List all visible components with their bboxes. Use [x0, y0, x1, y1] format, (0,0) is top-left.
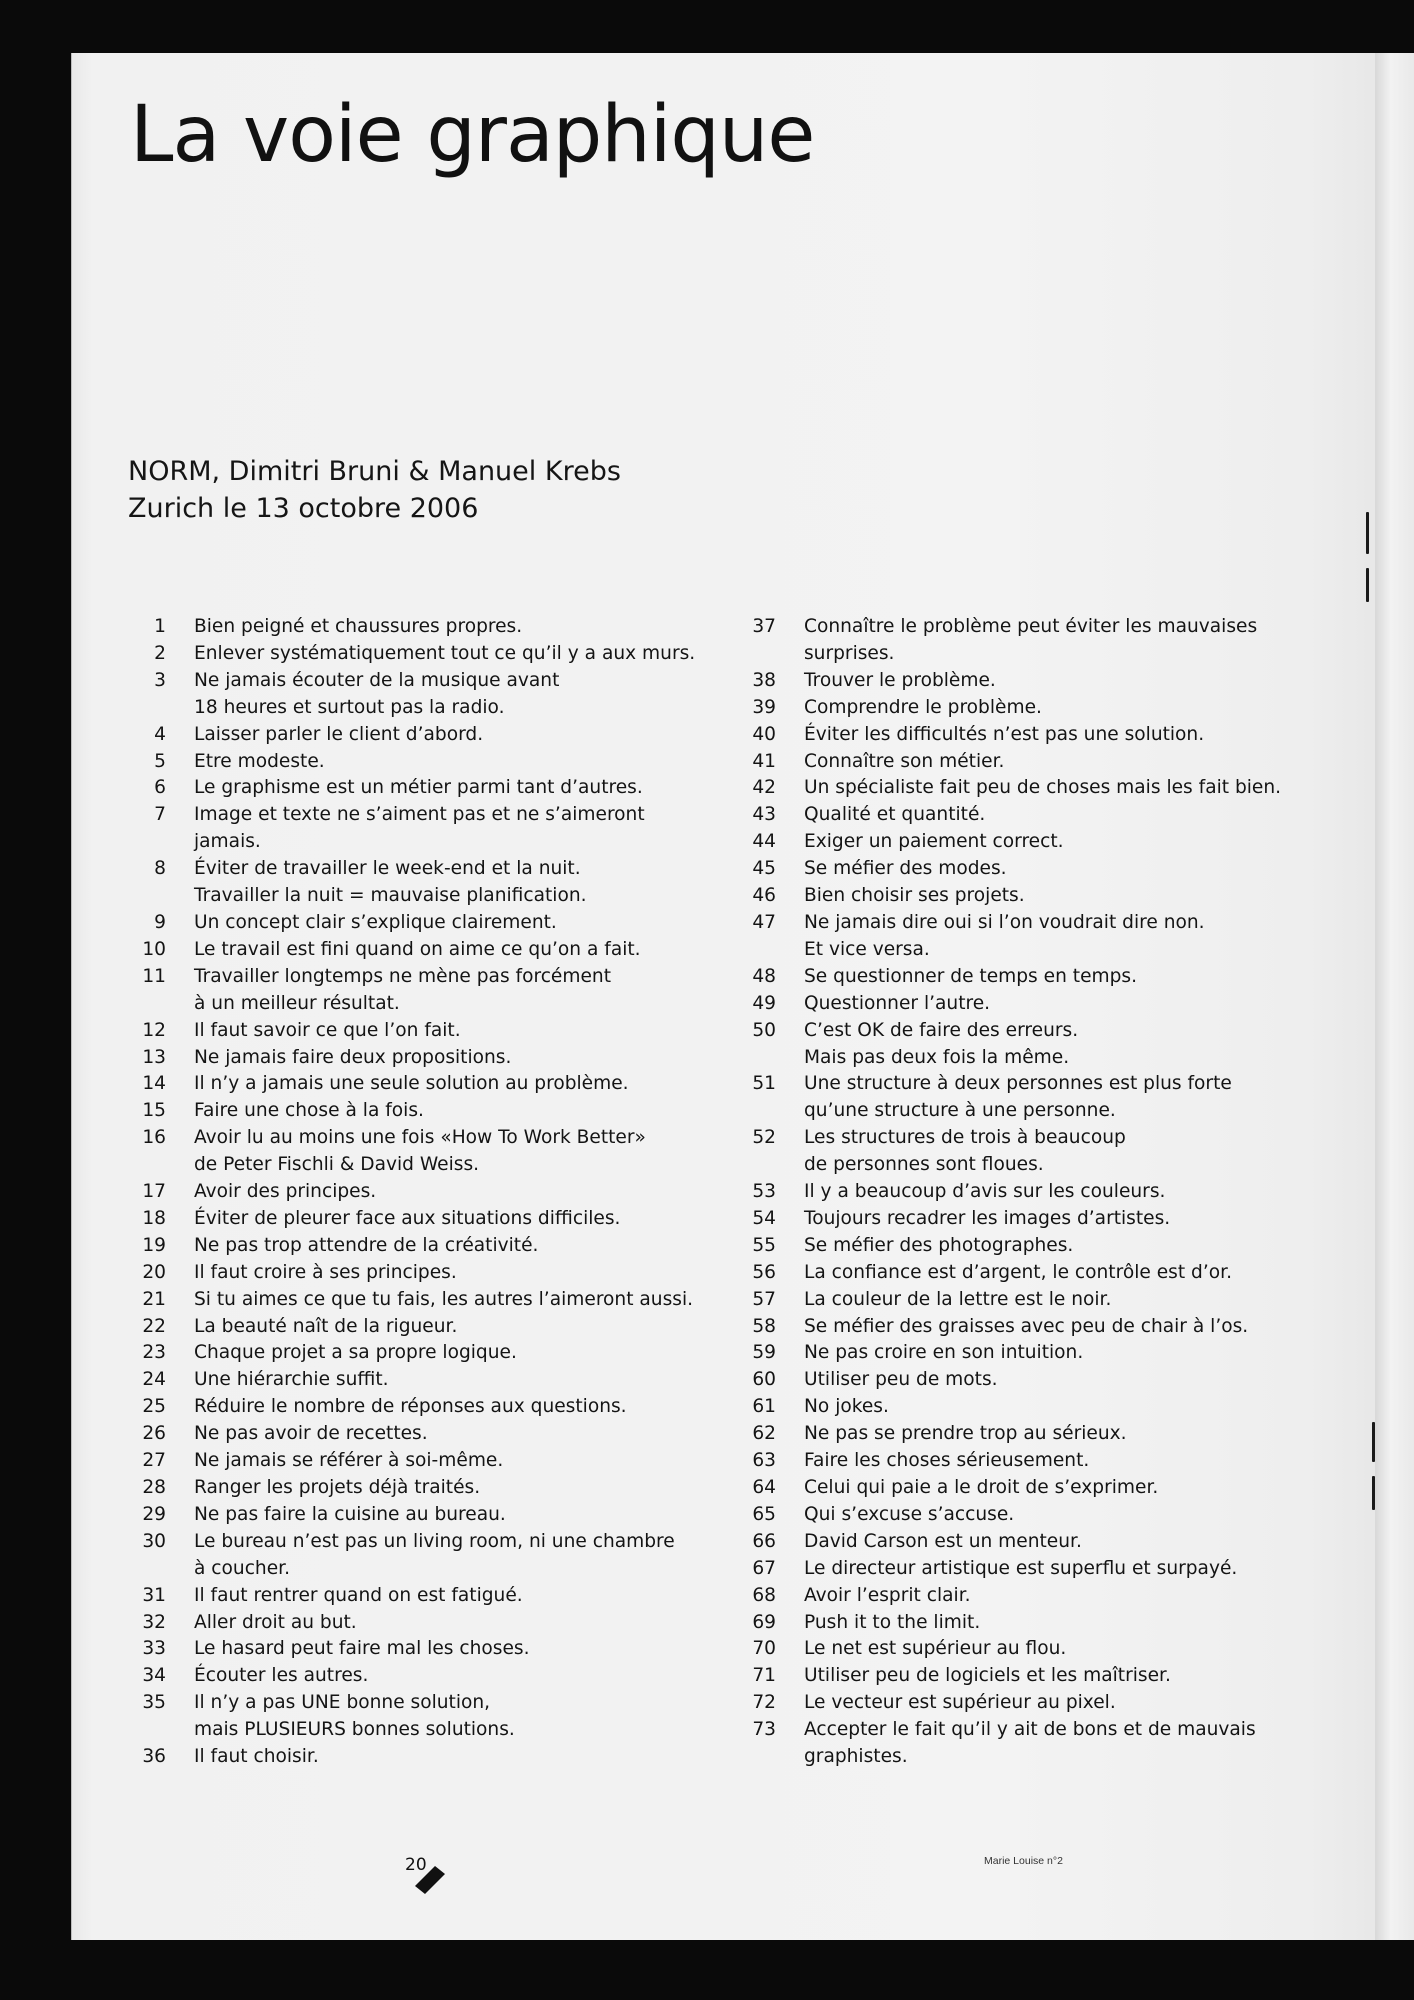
rule-text: La beauté naît de la rigueur.: [194, 1315, 458, 1337]
rule-number: 55: [752, 1234, 776, 1256]
rule-item: [728, 1421, 1368, 1448]
rule-item: [728, 1663, 1368, 1690]
rule-number: 15: [142, 1100, 166, 1122]
rule-number: 40: [752, 723, 776, 745]
rule-item: [120, 668, 720, 722]
rule-item: [120, 1744, 720, 1771]
rule-number: 31: [142, 1584, 166, 1606]
rule-item: [120, 1583, 720, 1610]
rule-item: [728, 1556, 1368, 1583]
rule-number: 34: [142, 1665, 166, 1687]
rule-text: Faire une chose à la fois.: [194, 1100, 424, 1122]
rule-number: 70: [752, 1638, 776, 1660]
rule-number: 1: [154, 616, 166, 637]
rule-number: 54: [752, 1207, 776, 1229]
rule-text: Ne jamais écouter de la musique avant 18 heures et surtout pas la radio.: [194, 669, 560, 718]
rule-item: [728, 1206, 1368, 1233]
rule-text: Il faut savoir ce que l’on fait.: [194, 1019, 461, 1041]
rule-number: 59: [752, 1342, 776, 1364]
rule-item: [120, 1421, 720, 1448]
rule-text: Push it to the limit.: [804, 1611, 981, 1633]
rule-text: Une hiérarchie suffit.: [194, 1369, 389, 1391]
rule-item: [120, 1125, 720, 1179]
rule-text: Il faut croire à ses principes.: [194, 1261, 457, 1283]
rule-item: [728, 829, 1368, 856]
rule-text: La confiance est d’argent, le contrôle est d’or.: [804, 1261, 1232, 1283]
rule-text: Éviter de travailler le week-end et la nuit. Travailler la nuit = mauvaise planification.: [194, 858, 587, 907]
rule-number: 9: [154, 911, 166, 933]
rule-text: Bien peigné et chaussures propres.: [194, 616, 523, 637]
rule-number: 8: [154, 858, 166, 880]
rule-item: [728, 1690, 1368, 1717]
rule-text: Si tu aimes ce que tu fais, les autres l’aimeront aussi.: [194, 1288, 694, 1310]
rule-text: Ranger les projets déjà traités.: [194, 1477, 481, 1498]
rule-item: [728, 614, 1368, 668]
rule-item: [728, 1367, 1368, 1394]
rule-item: [728, 749, 1368, 776]
rule-item: [728, 1018, 1368, 1072]
rule-text: Le graphisme est un métier parmi tant d’autres.: [194, 777, 643, 799]
rule-number: 24: [142, 1369, 166, 1391]
rule-text: Le net est supérieur au flou.: [804, 1638, 1067, 1660]
subtitle-authors: NORM, Dimitri Bruni & Manuel Krebs: [128, 456, 621, 487]
rule-number: 13: [142, 1046, 166, 1068]
rule-item: [120, 1260, 720, 1287]
rule-item: [120, 1206, 720, 1233]
rule-item: [120, 910, 720, 937]
rule-number: 72: [752, 1692, 776, 1714]
rule-item: [120, 1690, 720, 1744]
rule-text: Connaître le problème peut éviter les mauvaises surprises.: [804, 616, 1258, 664]
rule-number: 73: [752, 1719, 776, 1741]
rule-item: [728, 1071, 1368, 1125]
rule-text: Qui s’excuse s’accuse.: [804, 1503, 1015, 1525]
staple-bottom-1: [1372, 1422, 1375, 1462]
rule-item: [120, 1448, 720, 1475]
rule-number: 5: [154, 750, 166, 772]
rule-text: Il y a beaucoup d’avis sur les couleurs.: [804, 1181, 1166, 1203]
rule-text: Qualité et quantité.: [804, 804, 986, 826]
rule-item: [120, 1314, 720, 1341]
rule-number: 25: [142, 1396, 166, 1418]
rule-text: Éviter les difficultés n’est pas une solution.: [804, 723, 1205, 745]
rule-item: [120, 614, 720, 641]
rule-item: [728, 1260, 1368, 1287]
rule-item: [120, 1394, 720, 1421]
rule-item: [120, 749, 720, 776]
rule-item: [120, 1233, 720, 1260]
rules-column-right: [728, 614, 1368, 1771]
rule-text: No jokes.: [804, 1396, 889, 1418]
rule-text: Toujours recadrer les images d’artistes.: [804, 1207, 1171, 1229]
rule-item: [728, 695, 1368, 722]
rule-item: [728, 910, 1368, 964]
staple-bottom-2: [1372, 1476, 1375, 1510]
rule-number: 35: [142, 1692, 166, 1714]
rule-text: Le directeur artistique est superflu et surpayé.: [804, 1557, 1238, 1579]
rule-item: [728, 991, 1368, 1018]
rule-number: 19: [142, 1234, 166, 1256]
rule-number: 39: [752, 696, 776, 718]
rule-text: Exiger un paiement correct.: [804, 831, 1064, 853]
page-spine: [1375, 53, 1414, 1940]
rule-item: [120, 1018, 720, 1045]
rule-text: Un concept clair s’explique clairement.: [194, 911, 557, 933]
rule-number: 50: [752, 1019, 776, 1041]
rule-number: 17: [142, 1181, 166, 1203]
rule-number: 68: [752, 1584, 776, 1606]
rule-number: 2: [154, 642, 166, 664]
rule-number: 67: [752, 1557, 776, 1579]
rule-text: Aller droit au but.: [194, 1611, 357, 1633]
rule-item: [120, 1636, 720, 1663]
rule-text: Il n’y a pas UNE bonne solution, mais PLUSIEURS bonnes solutions.: [194, 1692, 515, 1741]
rule-item: [728, 1529, 1368, 1556]
rule-number: 7: [154, 804, 166, 826]
rule-number: 71: [752, 1665, 776, 1687]
rule-item: [120, 1045, 720, 1072]
rule-number: 27: [142, 1450, 166, 1472]
rule-text: Chaque projet a sa propre logique.: [194, 1342, 517, 1364]
rule-number: 60: [752, 1369, 776, 1391]
rule-number: 32: [142, 1611, 166, 1633]
rule-text: Il n’y a jamais une seule solution au problème.: [194, 1073, 629, 1095]
rule-text: Se méfier des photographes.: [804, 1234, 1074, 1256]
rule-number: 42: [752, 777, 776, 799]
rule-item: [728, 1448, 1368, 1475]
rule-number: 48: [752, 965, 776, 987]
rule-item: [120, 641, 720, 668]
rule-text: La couleur de la lettre est le noir.: [804, 1288, 1112, 1310]
rule-text: Accepter le fait qu’il y ait de bons et de mauvais graphistes.: [804, 1719, 1256, 1768]
rule-number: 12: [142, 1019, 166, 1041]
rule-text: Questionner l’autre.: [804, 992, 991, 1014]
rule-item: [728, 1125, 1368, 1179]
rule-number: 14: [142, 1073, 166, 1095]
rule-number: 18: [142, 1207, 166, 1229]
rule-number: 38: [752, 669, 776, 691]
rule-number: 43: [752, 804, 776, 826]
rule-number: 65: [752, 1503, 776, 1525]
rule-item: [728, 668, 1368, 695]
rule-text: Travailler longtemps ne mène pas forcément à un meilleur résultat.: [194, 965, 611, 1014]
rule-item: [728, 802, 1368, 829]
rule-number: 66: [752, 1530, 776, 1552]
rule-item: [728, 1610, 1368, 1637]
rule-number: 53: [752, 1181, 776, 1203]
rule-number: 33: [142, 1638, 166, 1660]
rule-item: [728, 722, 1368, 749]
rule-item: [728, 1502, 1368, 1529]
rule-number: 62: [752, 1423, 776, 1445]
rule-number: 22: [142, 1315, 166, 1337]
issue-label: Marie Louise n°2: [984, 1855, 1063, 1867]
rule-text: Les structures de trois à beaucoup de personnes sont floues.: [804, 1127, 1126, 1176]
rule-item: [120, 1340, 720, 1367]
rule-text: Utiliser peu de mots.: [804, 1369, 998, 1391]
page-number: 20: [405, 1855, 427, 1875]
rule-text: Une structure à deux personnes est plus forte qu’une structure à une personne.: [804, 1073, 1232, 1122]
rule-item: [120, 1663, 720, 1690]
rule-item: [120, 1475, 720, 1502]
rule-text: Utiliser peu de logiciels et les maîtriser.: [804, 1665, 1171, 1687]
rule-item: [728, 1314, 1368, 1341]
rule-number: 49: [752, 992, 776, 1014]
rule-number: 64: [752, 1477, 776, 1498]
rule-text: Il faut choisir.: [194, 1746, 319, 1768]
rule-text: Faire les choses sérieusement.: [804, 1450, 1090, 1472]
rule-number: 3: [154, 669, 166, 691]
rule-number: 10: [142, 938, 166, 960]
rule-item: [728, 1287, 1368, 1314]
rule-number: 57: [752, 1288, 776, 1310]
rule-item: [120, 964, 720, 1018]
rule-item: [120, 722, 720, 749]
rule-text: Se méfier des modes.: [804, 858, 1007, 880]
rule-text: Le travail est fini quand on aime ce qu’on a fait.: [194, 938, 641, 960]
rule-number: 29: [142, 1503, 166, 1525]
rule-number: 23: [142, 1342, 166, 1364]
rule-text: Comprendre le problème.: [804, 696, 1042, 718]
rule-item: [120, 1529, 720, 1583]
rule-number: 20: [142, 1261, 166, 1283]
rule-item: [728, 775, 1368, 802]
rule-item: [120, 802, 720, 856]
rule-item: [728, 1636, 1368, 1663]
rule-item: [120, 856, 720, 910]
rule-number: 52: [752, 1127, 776, 1149]
rule-number: 26: [142, 1423, 166, 1445]
rule-number: 21: [142, 1288, 166, 1310]
rule-text: Celui qui paie a le droit de s’exprimer.: [804, 1477, 1159, 1498]
staple-top-2: [1366, 568, 1369, 602]
rule-text: David Carson est un menteur.: [804, 1530, 1082, 1552]
rule-number: 37: [752, 616, 776, 637]
rule-item: [120, 1071, 720, 1098]
rule-number: 6: [154, 777, 166, 799]
rule-number: 63: [752, 1450, 776, 1472]
rule-item: [728, 1233, 1368, 1260]
rule-text: Éviter de pleurer face aux situations difficiles.: [194, 1207, 621, 1229]
rule-number: 4: [154, 723, 166, 745]
staple-top-1: [1366, 512, 1369, 554]
rule-text: Réduire le nombre de réponses aux questions.: [194, 1396, 627, 1418]
rule-text: Avoir lu au moins une fois «How To Work Better» de Peter Fischli & David Weiss.: [194, 1127, 646, 1176]
rule-text: Laisser parler le client d’abord.: [194, 723, 484, 745]
rule-text: Image et texte ne s’aiment pas et ne s’aimeront jamais.: [194, 804, 645, 853]
rule-number: 58: [752, 1315, 776, 1337]
rule-text: Bien choisir ses projets.: [804, 885, 1025, 907]
rule-number: 30: [142, 1530, 166, 1552]
rule-number: 45: [752, 858, 776, 880]
rule-number: 41: [752, 750, 776, 772]
rule-text: Ne jamais dire oui si l’on voudrait dire non. Et vice versa.: [804, 911, 1205, 960]
rule-item: [728, 1583, 1368, 1610]
rule-item: [728, 964, 1368, 991]
rule-text: Etre modeste.: [194, 750, 325, 772]
rule-item: [728, 1717, 1368, 1771]
rule-text: Se questionner de temps en temps.: [804, 965, 1138, 987]
rule-text: Ne pas se prendre trop au sérieux.: [804, 1423, 1127, 1445]
rule-text: Avoir des principes.: [194, 1181, 377, 1203]
rule-number: 61: [752, 1396, 776, 1418]
rules-column-left: [120, 614, 720, 1771]
rule-number: 11: [142, 965, 166, 987]
rule-item: [728, 1179, 1368, 1206]
rule-text: Ne pas faire la cuisine au bureau.: [194, 1503, 506, 1525]
rule-number: 28: [142, 1477, 166, 1498]
rule-text: Se méfier des graisses avec peu de chair à l’os.: [804, 1315, 1249, 1337]
rule-number: 16: [142, 1127, 166, 1149]
rule-text: Écouter les autres.: [194, 1665, 369, 1687]
rule-text: Le bureau n’est pas un living room, ni une chambre à coucher.: [194, 1530, 675, 1579]
rule-text: Le vecteur est supérieur au pixel.: [804, 1692, 1116, 1714]
rule-number: 46: [752, 885, 776, 907]
rule-text: Connaître son métier.: [804, 750, 1005, 772]
page-title: La voie graphique: [130, 90, 815, 180]
rule-text: Ne jamais se référer à soi-même.: [194, 1450, 504, 1472]
rule-number: 44: [752, 831, 776, 853]
rule-text: Le hasard peut faire mal les choses.: [194, 1638, 530, 1660]
rule-number: 56: [752, 1261, 776, 1283]
rule-text: Ne pas croire en son intuition.: [804, 1342, 1084, 1364]
rule-number: 47: [752, 911, 776, 933]
rule-text: Avoir l’esprit clair.: [804, 1584, 971, 1606]
rule-text: Ne pas trop attendre de la créativité.: [194, 1234, 539, 1256]
rule-item: [120, 775, 720, 802]
rule-item: [728, 883, 1368, 910]
slash-mark-icon: [415, 1866, 449, 1894]
rule-item: [120, 1179, 720, 1206]
rule-text: Trouver le problème.: [804, 669, 996, 691]
rule-text: Ne jamais faire deux propositions.: [194, 1046, 512, 1068]
rule-item: [120, 1367, 720, 1394]
rule-item: [728, 1394, 1368, 1421]
rule-text: Ne pas avoir de recettes.: [194, 1423, 428, 1445]
rule-item: [120, 1098, 720, 1125]
rule-text: C’est OK de faire des erreurs. Mais pas deux fois la même.: [804, 1019, 1079, 1068]
rule-number: 69: [752, 1611, 776, 1633]
rule-item: [728, 856, 1368, 883]
rule-number: 51: [752, 1073, 776, 1095]
rule-text: Un spécialiste fait peu de choses mais les fait bien.: [804, 777, 1282, 799]
rule-item: [120, 1610, 720, 1637]
rule-item: [120, 1502, 720, 1529]
subtitle-date: Zurich le 13 octobre 2006: [128, 493, 479, 524]
rule-item: [728, 1340, 1368, 1367]
rule-text: Enlever systématiquement tout ce qu’il y a aux murs.: [194, 642, 696, 664]
rule-item: [120, 1287, 720, 1314]
rule-item: [120, 937, 720, 964]
rule-text: Il faut rentrer quand on est fatigué.: [194, 1584, 523, 1606]
rule-number: 36: [142, 1746, 166, 1768]
rule-item: [728, 1475, 1368, 1502]
